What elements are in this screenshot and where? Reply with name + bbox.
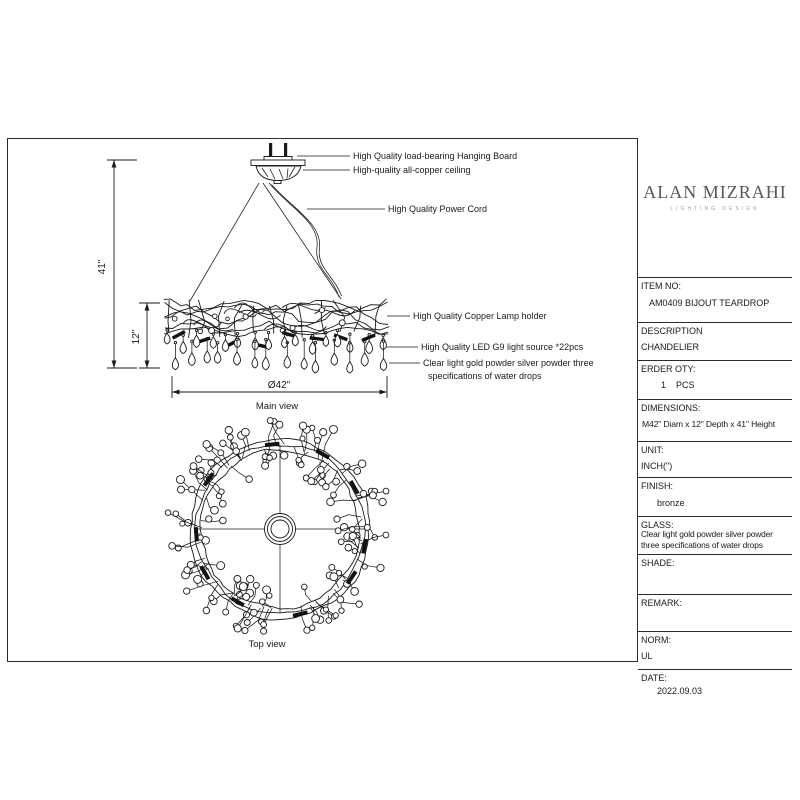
spec-row-description — [638, 322, 792, 360]
dim-text-height: 41" — [97, 259, 108, 275]
brand-logo — [638, 182, 792, 277]
spec-row-shade — [638, 554, 792, 594]
annotation-lamp-holder: High Quality Copper Lamp holder — [413, 311, 547, 321]
annotation-power-cord: High Quality Power Cord — [388, 204, 488, 214]
spec-value: bronze — [657, 498, 685, 508]
spec-label: ERDER OTY: — [641, 364, 696, 374]
spec-row-finish — [638, 477, 792, 516]
spec-label: DIMENSIONS: — [641, 403, 701, 413]
annotation-water-drops: Clear light gold powder silver powder three — [423, 358, 594, 368]
spec-value: CHANDELIER — [641, 342, 700, 352]
spec-value: AM0409 BIJOUT TEARDROP — [649, 298, 770, 308]
brand-tagline: LIGHTING DESIGN — [670, 206, 760, 212]
spec-row-item-no — [638, 277, 792, 322]
spec-label: ITEM NO: — [641, 281, 681, 291]
spec-value: 2022.09.03 — [657, 686, 703, 696]
dim-text-depth: 12" — [131, 329, 142, 345]
caption-main-view: Main view — [255, 401, 299, 412]
spec-label: GLASS: — [641, 520, 674, 530]
annotation-ceiling: High-quality all-copper ceiling — [353, 165, 471, 175]
spec-label: FINISH: — [641, 481, 674, 491]
dim-text-diameter: Ø42" — [267, 380, 291, 391]
annotation-led-source: High Quality LED G9 light source *22pcs — [421, 342, 584, 352]
spec-panel — [637, 138, 792, 696]
spec-row-remark — [638, 594, 792, 631]
spec-label: SHADE: — [641, 558, 675, 568]
spec-label: REMARK: — [641, 598, 683, 608]
spec-row-glass — [638, 516, 792, 554]
spec-value: Clear light gold powder silver powder three specifications of water drops — [641, 529, 775, 550]
spec-row-order-qty — [638, 360, 792, 399]
spec-row-date — [638, 669, 792, 705]
brand-name: ALAN MIZRAHI — [643, 182, 787, 202]
caption-top-view: Top view — [248, 639, 286, 650]
annotation-hanging-board: High Quality load-bearing Hanging Board — [353, 151, 518, 161]
spec-label: DATE: — [641, 673, 667, 683]
spec-label: NORM: — [641, 635, 671, 645]
spec-row-unit — [638, 441, 792, 477]
spec-label: UNIT: — [641, 445, 664, 455]
annotation-water-drops: specifications of water drops — [428, 371, 542, 381]
spec-value: UL — [641, 651, 653, 661]
spec-value: M42" Diam x 12" Depth x 41" Height — [642, 419, 776, 429]
spec-row-norm — [638, 631, 792, 669]
spec-value: 1 PCS — [661, 380, 695, 390]
spec-label: DESCRIPTION — [641, 326, 703, 336]
spec-value: INCH(") — [641, 461, 673, 471]
spec-row-dimensions — [638, 399, 792, 441]
